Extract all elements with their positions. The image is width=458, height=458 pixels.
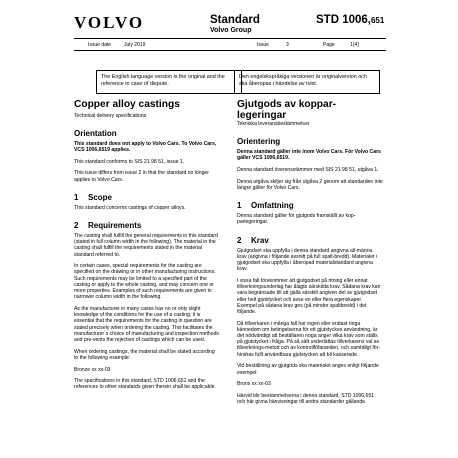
section-number: 1 [74,192,79,202]
scope-paragraph-sv: Denna standard gäller för gjutgods framställt av kop-parlegeringar. [237,213,356,226]
scope-paragraph-en: This standard concerns castings of copper alloys. [74,204,186,211]
document-title-en: Copper alloy castings [74,99,180,110]
issue-number: 3 [286,42,289,48]
orientation-heading-en: Orientation [74,128,117,138]
page-number: 1(4) [350,42,359,48]
volvo-logo: VOLVO [74,13,145,32]
standard-number-main: STD 1006, [316,14,371,26]
section-title: Scope [88,192,113,202]
language-note-sv: Den engelskspråkiga versionen är originalversion och ska åberopas i händelse av tvist. [234,70,380,94]
section-number: 1 [237,201,242,211]
requirements-paragraph-sv: I vissa fall förekommer att gjutgodset på ritning eller annat tillverkningsunderlag har ålagts särskilda krav. Sådana krav kan vara begränsade till att gälla särskilt angiven del av gjutgodset eller helt gjutstycket och avse en eller flera egenskaper. Exempel på sådana krav ges (på mindre spaltbredd) i det följande. [237,277,381,315]
header-rule-top [74,38,386,39]
orientation-notice-sv: Denna standard gäller inte inom Volvo Cars. För Volvo Cars gäller VCS 1006,6519. [237,149,381,162]
section-number: 2 [74,220,79,230]
orientation-notice-en: This standard does not apply to Volvo Cars. To Volvo Cars, VCS 1006,6519 applies. [74,140,217,153]
standard-revision: 651 [370,16,385,25]
english-column [74,100,220,396]
issue-label: Issue [257,42,269,48]
requirements-paragraph-sv: Vid beställning av gjutgods ska materialet anges enligt följande exempel: [237,363,379,376]
standard-number [316,14,384,26]
section-heading-omfattning [237,201,383,210]
language-note-en: The English language version is the original and the reference in case of dispute. [96,70,242,94]
orientation-paragraph-sv: Denna standard överensstämmer med SIS 21 98 51, utgåva 1. [237,167,379,174]
document-subtitle-en: Technical delivery specifications [74,112,147,119]
orientation-heading-sv: Orientering [237,137,281,147]
page-label: Page [323,42,335,48]
header-rule-bottom [74,50,386,51]
section-number: 2 [237,235,242,245]
section-title: Requirements [88,220,142,230]
requirements-paragraph-en: The specifications in this standard, STD 1006,651 and the references to other standards given therein shall be applicable. [74,378,216,391]
swedish-column [237,100,383,411]
orientation-paragraph-en: This standard conforms to SIS 21 98 51, issue 1. [74,158,185,165]
section-heading-krav [237,236,383,245]
requirements-paragraph-en: When ordering castings, the material shall be stated according to the following example: [74,348,215,361]
section-title: Omfattning [251,201,294,211]
requirements-paragraph-en: The casting shall fulfill the general requirements in this standard (stated in full column width in the following). The material in the casting shall fulfill the requirements stated in the material standard referred to. [74,232,218,258]
requirements-paragraph-en: As the manufacturer in many cases has no or only slight knowledge of the conditions for the use of a casting, it is essential that the requirements for the casting in question are stated precisely when ordering the casting. This facilitates the manufacturer´s choice of manufacturing and inspection methods and pre-vents the rejection of castings which can be used. [74,305,219,343]
orientation-paragraph-en: This issue differs from issue 2 in that the standard no longer applies to Volvo Cars. [74,170,209,183]
document-title-sv: Gjutgods av koppar-legeringar [237,99,337,121]
standard-title: Standard [210,14,260,26]
requirements-example-en: Bronze xx xx-03 [74,366,111,373]
standard-subtitle: Volvo Group [210,27,252,34]
section-title: Krav [251,235,269,245]
requirements-example-sv: Brons xx xx-03 [237,381,271,388]
section-heading-requirements [74,221,220,230]
requirements-paragraph-sv: Gjutgodset ska uppfylla i denna standard angivna all-männa krav (angivna i följande avsnitt på full spalt-bredd). Materialet i gjutgodset ska uppfylla i åberopad materialstandard angivna krav. [237,247,377,273]
issue-date: July 2019 [124,42,146,48]
orientation-paragraph-sv: Denna utgåva skiljer sig från utgåva 2 genom att standarden inte längre gäller för Volvo Cars. [237,178,383,192]
issue-date-label: Issue date [88,42,112,48]
section-heading-scope [74,193,220,202]
requirements-paragraph-en: In certain cases, special requirements for the casting are specified on the drawing or in other manufacturing instructions. Such requirements may be limited to a specified part of the casting or apply to the whole casting, and may concern one or more properties. Examples of such requirements are given in narrower column width in the following. [74,263,216,301]
requirements-paragraph-sv: Härvid blir bestämmelserna i denna standard, STD 1006,651 och här givna hänvisningar till andra standarder gällande. [237,392,375,406]
document-subtitle-sv: Tekniska leveransbestämmelser [237,121,310,127]
requirements-paragraph-sv: Då tillverkaren i många fall har ingen eller endast ringa kännedom om betingelserna för ett gjutstyckes användning, är det nödvändigt att beställaren noga anger vilka krav som ställs på gjutstycket i fråga. På så sätt underlättas tillverkarens val av tillverknings-metod och av kontrollföfaranden, och samtidigt för-hindras fullt användbara gjutstycken att bli kasserade. [237,320,380,358]
